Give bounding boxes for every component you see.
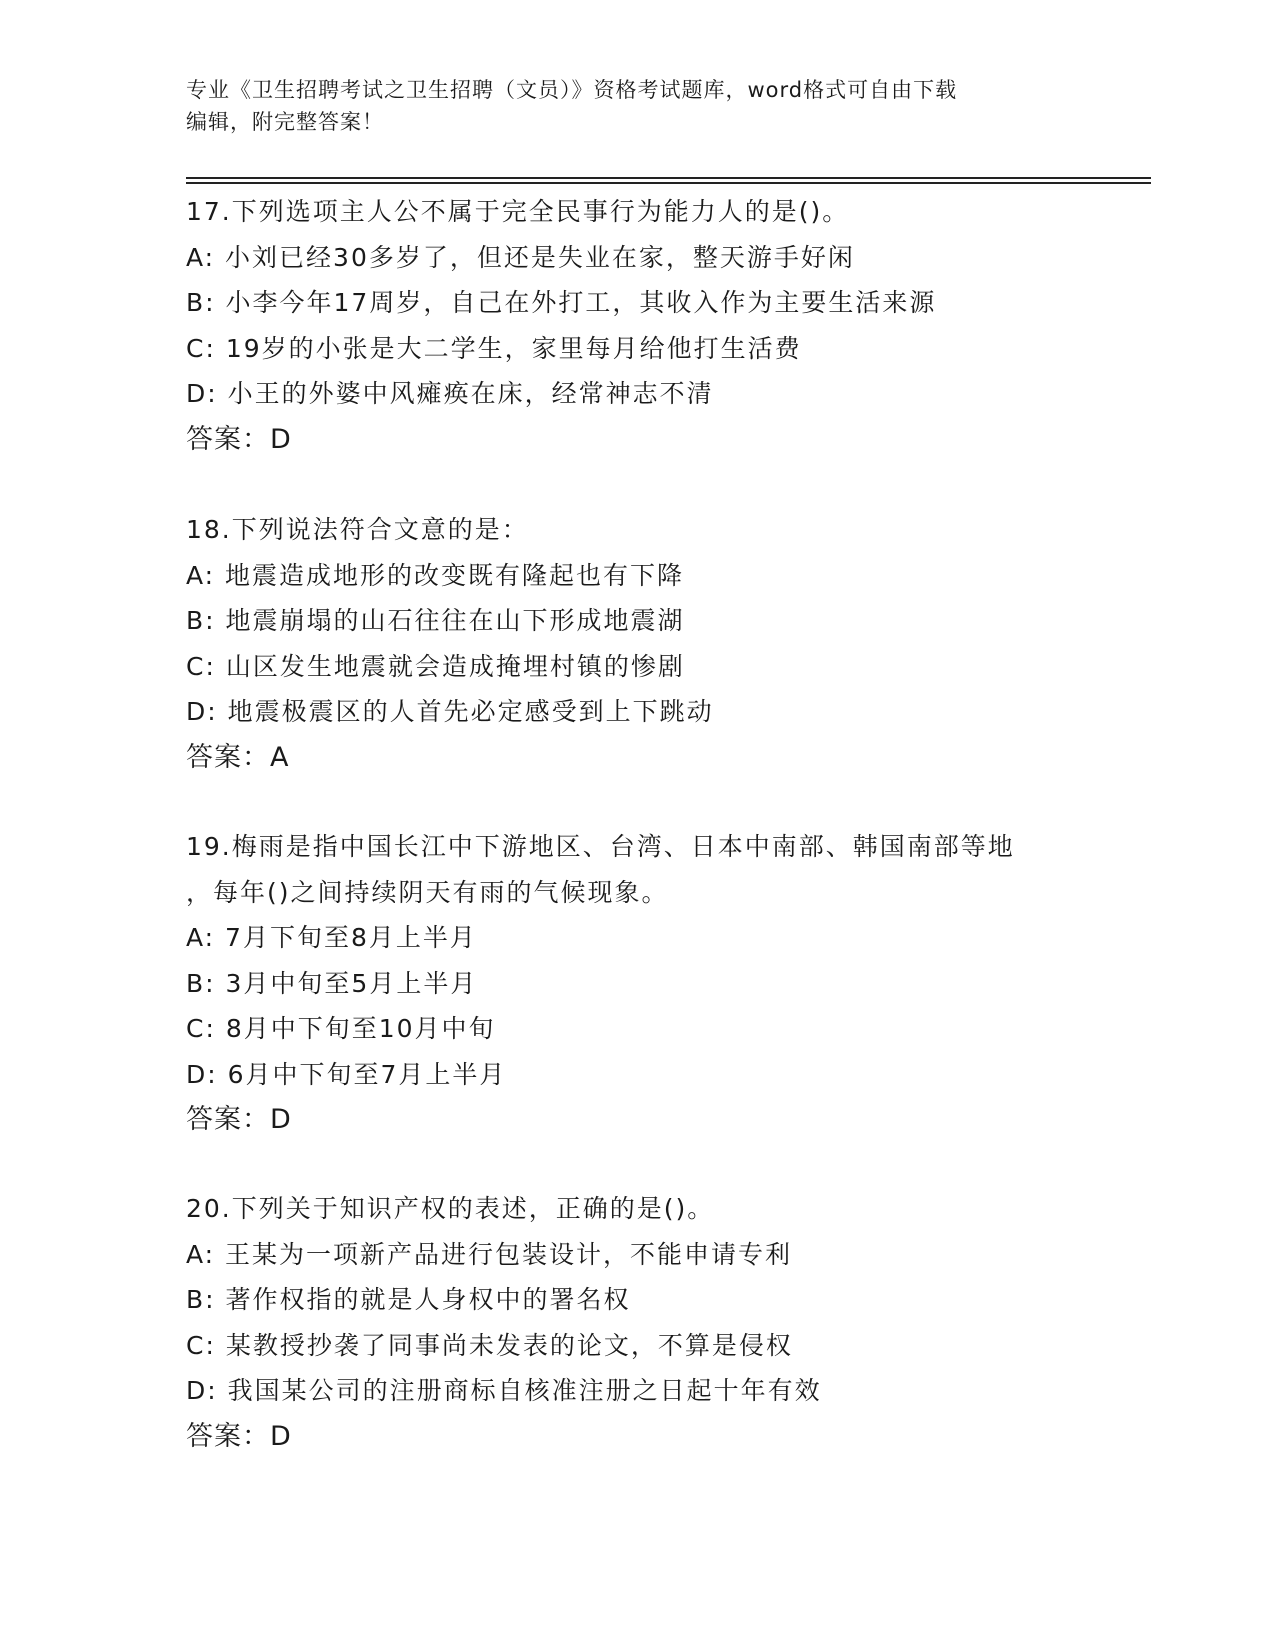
answer-line: 答案：D	[186, 1104, 292, 1135]
question-text: 17.下列选项主人公不属于完全民事行为能力人的是()。	[186, 197, 850, 226]
option-a: A: 王某为一项新产品进行包装设计，不能申请专利	[186, 1239, 793, 1269]
answer-line: 答案：A	[186, 741, 290, 773]
header-divider-top	[186, 177, 1151, 179]
document-header	[186, 74, 1086, 138]
question-text: 18.下列说法符合文意的是：	[186, 515, 529, 544]
question-20	[186, 1186, 1106, 1459]
question-text: 20.下列关于知识产权的表述，正确的是()。	[186, 1194, 715, 1223]
option-c: C: 19岁的小张是大二学生，家里每月给他打生活费	[186, 333, 802, 363]
header-line-2: 编辑，附完整答案！	[186, 110, 384, 134]
option-b: B: 地震崩塌的山石往往在山下形成地震湖	[186, 606, 685, 635]
option-c: C: 山区发生地震就会造成掩埋村镇的惨剧	[186, 651, 685, 681]
answer-line: 答案：D	[186, 1420, 292, 1452]
option-d: D: 我国某公司的注册商标自核准注册之日起十年有效	[186, 1376, 822, 1405]
question-text-continued: ，每年()之间持续阴天有雨的气候现象。	[186, 877, 669, 907]
option-b: B: 3月中旬至5月上半月	[186, 968, 478, 998]
question-18	[186, 507, 1106, 780]
header-divider-bottom	[186, 182, 1151, 184]
question-text: 19.梅雨是指中国长江中下游地区、台湾、日本中南部、韩国南部等地	[186, 832, 1015, 861]
option-a: A: 小刘已经30多岁了，但还是失业在家，整天游手好闲	[186, 242, 855, 272]
option-d: D: 地震极震区的人首先必定感受到上下跳动	[186, 697, 714, 726]
option-a: A: 7月下旬至8月上半月	[186, 923, 477, 952]
option-d: D: 6月中下旬至7月上半月	[186, 1059, 507, 1089]
option-a: A: 地震造成地形的改变既有隆起也有下降	[186, 560, 685, 590]
option-d: D: 小王的外婆中风瘫痪在床，经常神志不清	[186, 379, 714, 408]
option-c: C: 8月中下旬至10月中旬	[186, 1014, 496, 1043]
option-b: B: 小李今年17周岁，自己在外打工，其收入作为主要生活来源	[186, 288, 937, 317]
option-c: C: 某教授抄袭了同事尚未发表的论文，不算是侵权	[186, 1330, 793, 1360]
question-19	[186, 824, 1106, 1143]
question-17	[186, 189, 1106, 462]
answer-line: 答案：D	[186, 423, 292, 455]
option-b: B: 著作权指的就是人身权中的署名权	[186, 1285, 631, 1314]
header-line-1: 专业《卫生招聘考试之卫生招聘（文员）》资格考试题库，word格式可自由下载	[186, 78, 958, 102]
